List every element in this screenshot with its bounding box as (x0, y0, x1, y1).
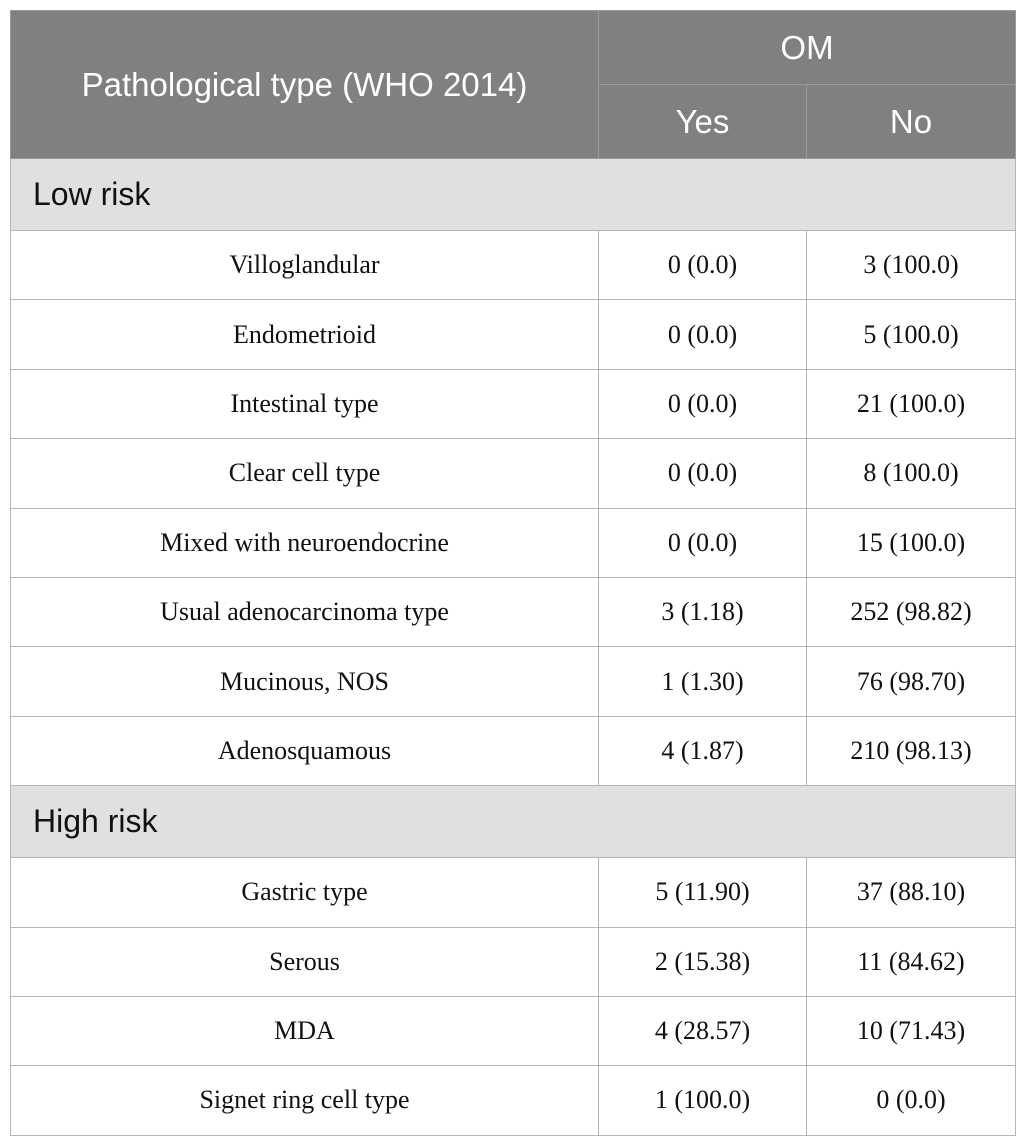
cell-type: Adenosquamous (11, 716, 599, 785)
cell-type: Signet ring cell type (11, 1066, 599, 1135)
section-row-high-risk (11, 786, 1016, 858)
cell-type: Clear cell type (11, 439, 599, 508)
cell-type: Serous (11, 927, 599, 996)
table-row (11, 647, 1016, 716)
cell-yes: 1 (100.0) (599, 1066, 807, 1135)
cell-yes: 0 (0.0) (599, 300, 807, 369)
cell-no: 8 (100.0) (807, 439, 1016, 508)
cell-no: 10 (71.43) (807, 996, 1016, 1065)
cell-no: 0 (0.0) (807, 1066, 1016, 1135)
cell-type: Endometrioid (11, 300, 599, 369)
table-row (11, 1066, 1016, 1135)
cell-yes: 3 (1.18) (599, 577, 807, 646)
cell-yes: 1 (1.30) (599, 647, 807, 716)
section-row-low-risk (11, 159, 1016, 231)
table-container (10, 10, 1015, 1136)
cell-no: 21 (100.0) (807, 369, 1016, 438)
table-row (11, 927, 1016, 996)
cell-no: 3 (100.0) (807, 231, 1016, 300)
cell-no: 15 (100.0) (807, 508, 1016, 577)
cell-no: 76 (98.70) (807, 647, 1016, 716)
section-label: Low risk (11, 159, 1016, 231)
cell-yes: 0 (0.0) (599, 369, 807, 438)
header-no: No (807, 85, 1016, 159)
data-table (10, 10, 1016, 1136)
cell-type: Mucinous, NOS (11, 647, 599, 716)
cell-yes: 0 (0.0) (599, 231, 807, 300)
cell-yes: 5 (11.90) (599, 858, 807, 927)
table-row (11, 858, 1016, 927)
table-row (11, 231, 1016, 300)
header-pathological-type: Pathological type (WHO 2014) (11, 11, 599, 159)
cell-type: Usual adenocarcinoma type (11, 577, 599, 646)
table-row (11, 300, 1016, 369)
cell-yes: 4 (28.57) (599, 996, 807, 1065)
table-body (11, 159, 1016, 1136)
table-row (11, 369, 1016, 438)
cell-yes: 0 (0.0) (599, 508, 807, 577)
table-row (11, 508, 1016, 577)
cell-yes: 2 (15.38) (599, 927, 807, 996)
cell-type: MDA (11, 996, 599, 1065)
cell-yes: 0 (0.0) (599, 439, 807, 508)
header-yes: Yes (599, 85, 807, 159)
table-row (11, 577, 1016, 646)
table-header (11, 11, 1016, 159)
cell-no: 37 (88.10) (807, 858, 1016, 927)
section-label: High risk (11, 786, 1016, 858)
cell-no: 11 (84.62) (807, 927, 1016, 996)
cell-yes: 4 (1.87) (599, 716, 807, 785)
cell-no: 5 (100.0) (807, 300, 1016, 369)
cell-no: 210 (98.13) (807, 716, 1016, 785)
cell-type: Mixed with neuroendocrine (11, 508, 599, 577)
table-row (11, 439, 1016, 508)
cell-no: 252 (98.82) (807, 577, 1016, 646)
cell-type: Intestinal type (11, 369, 599, 438)
cell-type: Gastric type (11, 858, 599, 927)
header-om: OM (599, 11, 1016, 85)
cell-type: Villoglandular (11, 231, 599, 300)
table-row (11, 996, 1016, 1065)
table-row (11, 716, 1016, 785)
